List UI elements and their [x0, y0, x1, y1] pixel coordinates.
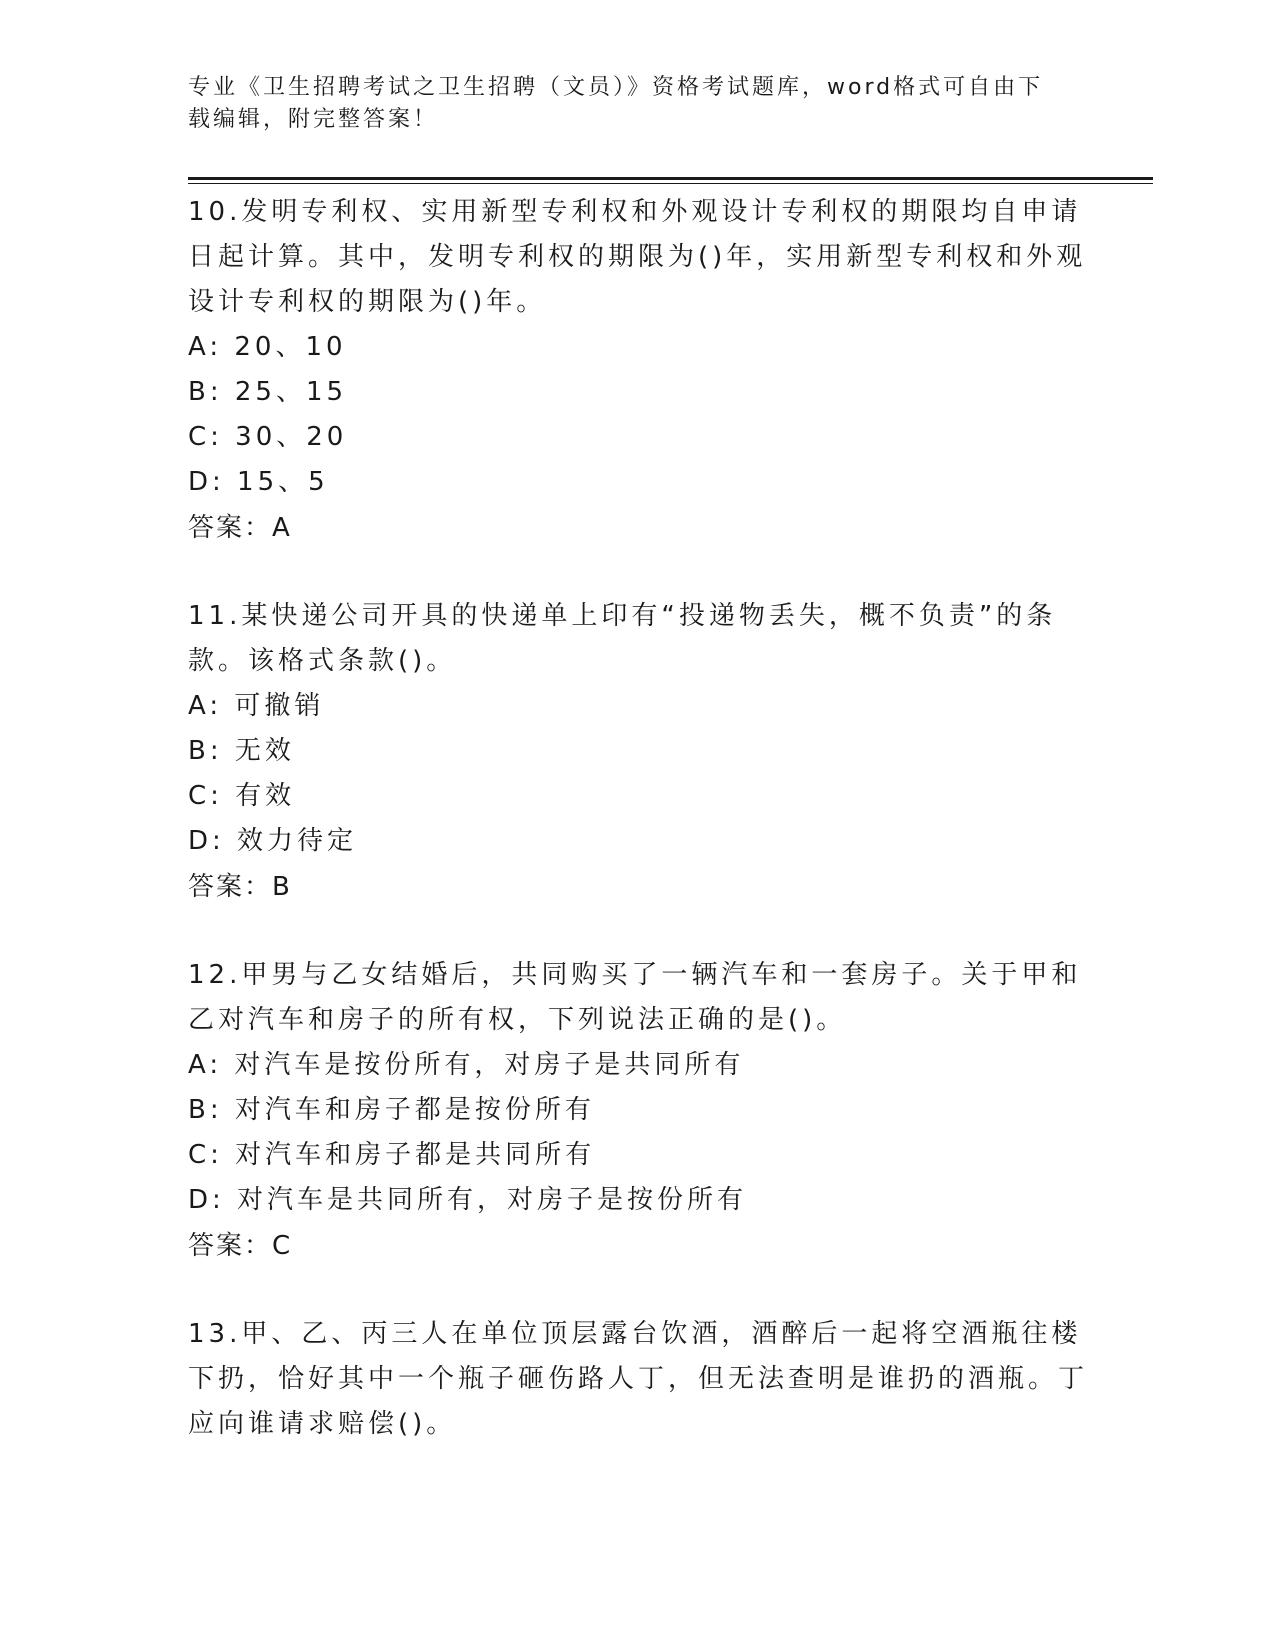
- option-b: B: 25、15: [188, 377, 348, 407]
- option-b: B: 无效: [188, 736, 295, 766]
- option-d: D: 对汽车是共同所有，对房子是按份所有: [188, 1185, 748, 1215]
- option-c: C: 对汽车和房子都是共同所有: [188, 1140, 596, 1170]
- document-header: 专业《卫生招聘考试之卫生招聘（文员）》资格考试题库，word格式可自由下载编辑，附完整答案！: [188, 75, 1044, 132]
- option-c: C: 30、20: [188, 422, 348, 452]
- question-stem: 13.甲、乙、丙三人在单位顶层露台饮酒，酒醉后一起将空酒瓶往楼下扔，恰好其中一个瓶子砸伤路人丁，但无法查明是谁扔的酒瓶。丁应向谁请求赔偿()。: [188, 1319, 1089, 1439]
- answer-line: 答案：A: [188, 513, 292, 543]
- option-d: D: 效力待定: [188, 826, 358, 856]
- option-a: A: 对汽车是按份所有，对房子是共同所有: [188, 1050, 745, 1080]
- option-a: A: 可撤销: [188, 691, 325, 721]
- question-13: [188, 1312, 1088, 1447]
- option-d: D: 15、5: [188, 467, 329, 497]
- option-a: A: 20、10: [188, 332, 347, 362]
- question-stem: 11.某快递公司开具的快递单上印有“投递物丢失，概不负责”的条款。该格式条款()。: [188, 601, 1057, 676]
- question-11: [188, 594, 1088, 911]
- question-stem: 10.发明专利权、实用新型专利权和外观设计专利权的期限均自申请日起计算。其中，发明专利权的期限为()年，实用新型专利权和外观设计专利权的期限为()年。: [188, 197, 1087, 317]
- question-10: [188, 190, 1088, 552]
- question-12: [188, 953, 1088, 1270]
- answer-line: 答案：C: [188, 1231, 293, 1261]
- option-b: B: 对汽车和房子都是按份所有: [188, 1095, 595, 1125]
- option-c: C: 有效: [188, 781, 296, 811]
- header-divider-thick: [188, 177, 1153, 180]
- question-stem: 12.甲男与乙女结婚后，共同购买了一辆汽车和一套房子。关于甲和乙对汽车和房子的所有权，下列说法正确的是()。: [188, 960, 1082, 1035]
- header-divider-thin: [188, 183, 1153, 184]
- answer-line: 答案：B: [188, 872, 292, 902]
- question-list: [188, 190, 1088, 1489]
